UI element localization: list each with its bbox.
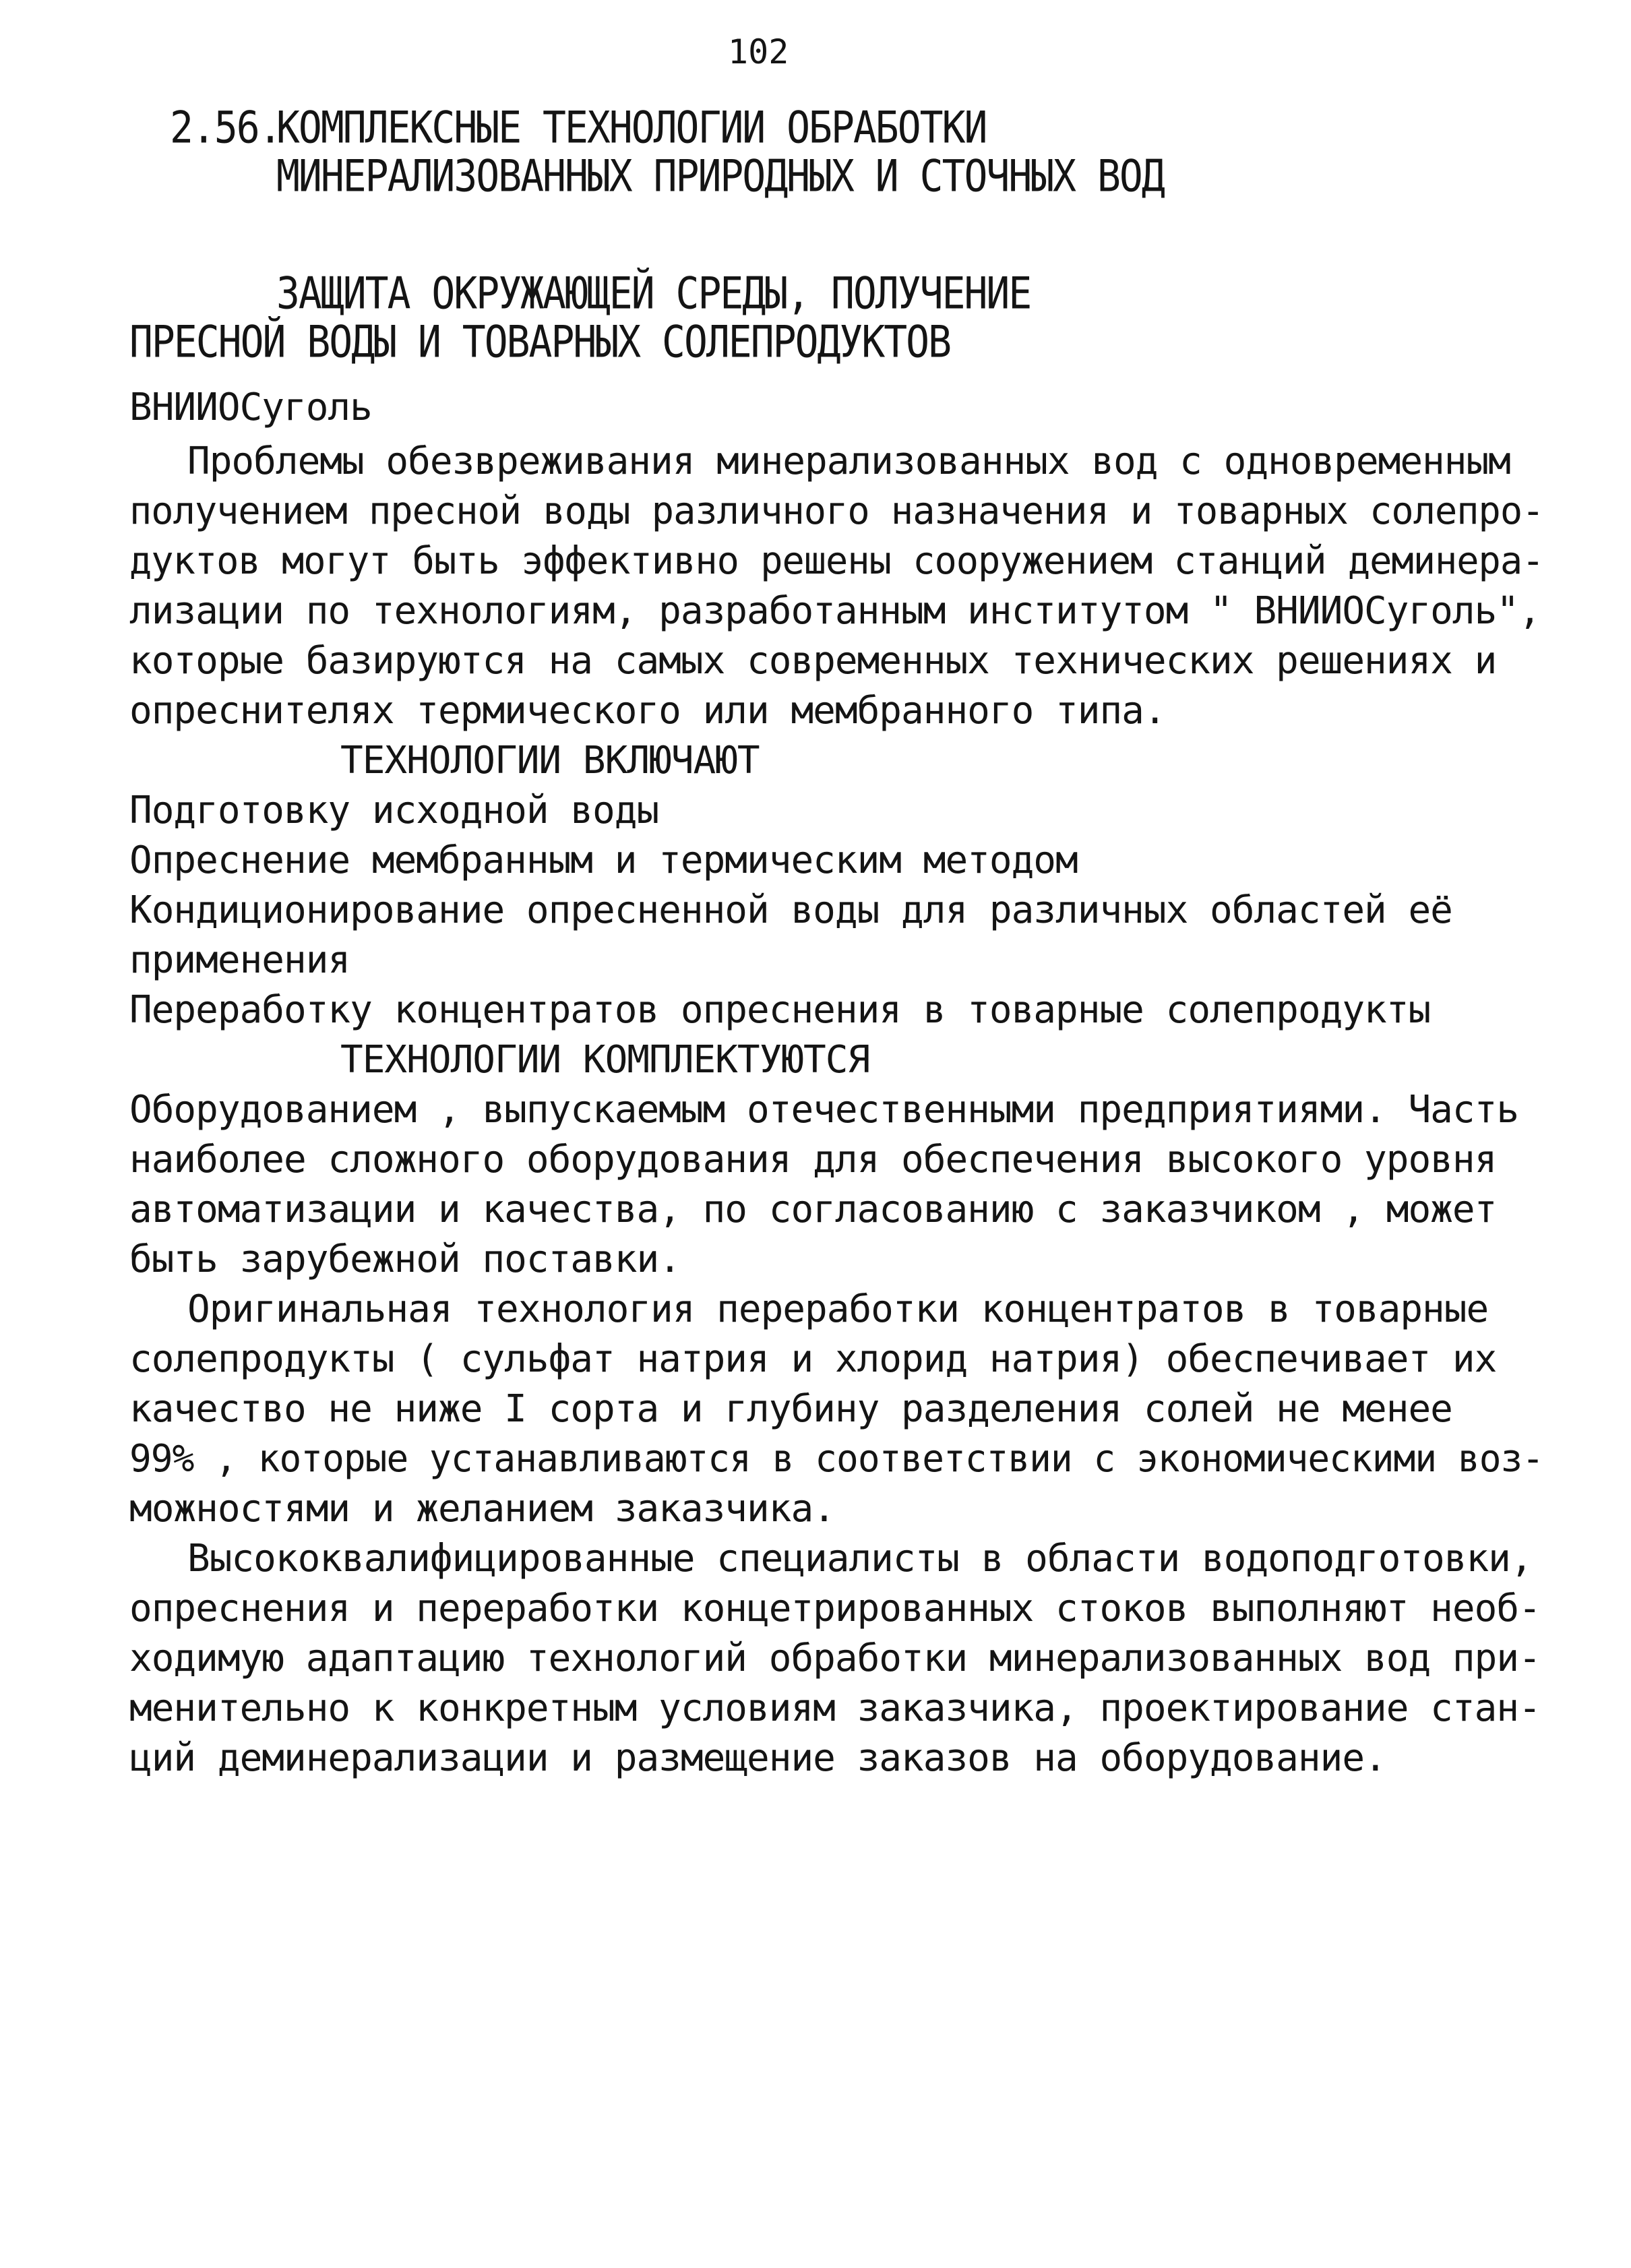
paragraph-line: наиболее сложного оборудования для обеспечения высокого уровня [129, 1138, 1497, 1182]
tech-includes-item: применения [129, 938, 350, 982]
paragraph-line: быть зарубежной поставки. [129, 1237, 681, 1281]
paragraph-line: опреснения и переработки концетрированных стоков выполняют необ- [129, 1587, 1541, 1630]
paragraph-line: Высококвалифицированные специалисты в области водоподготовки, [187, 1537, 1533, 1581]
tech-includes-item: Подготовку исходной воды [129, 789, 659, 832]
paragraph-line: качество не ниже I сорта и глубину разделения солей не менее [129, 1387, 1452, 1431]
paragraph-line: лизации по технологиям, разработанным институтом " ВНИИОСуголь", [129, 589, 1541, 633]
section-title-line-2: МИНЕРАЛИЗОВАННЫХ ПРИРОДНЫХ И СТОЧНЫХ ВОД [276, 150, 1164, 202]
organization-name: ВНИИОСуголь [129, 386, 372, 429]
page-number: 102 [728, 32, 789, 71]
tech-includes-item: Кондиционирование опресненной воды для различных областей её [129, 888, 1452, 932]
subtitle-line-1: ЗАЩИТА ОКРУЖАЮЩЕЙ СРЕДЫ, ПОЛУЧЕНИЕ [276, 268, 1031, 319]
paragraph-line: Оригинальная технология переработки концентратов в товарные [187, 1287, 1489, 1331]
paragraph-line: менительно к конкретным условиям заказчика, проектирование стан- [129, 1686, 1541, 1730]
tech-includes-heading: ТЕХНОЛОГИИ ВКЛЮЧАЮТ [340, 739, 760, 783]
paragraph-line: 99% , которые устанавливаются в соответствии с экономическими воз- [129, 1437, 1544, 1481]
section-title-line-1: КОМПЛЕКСНЫЕ ТЕХНОЛОГИИ ОБРАБОТКИ [276, 102, 987, 154]
paragraph-line: опреснителях термического или мембранного типа. [129, 689, 1166, 733]
paragraph-line: можностями и желанием заказчика. [129, 1487, 835, 1531]
paragraph-line: дуктов могут быть эффективно решены сооружением станций деминера- [129, 539, 1544, 583]
subtitle-line-2: ПРЕСНОЙ ВОДЫ И ТОВАРНЫХ СОЛЕПРОДУКТОВ [129, 316, 951, 368]
paragraph-line: солепродукты ( сульфат натрия и хлорид натрия) обеспечивает их [129, 1337, 1497, 1381]
paragraph-line: ходимую адаптацию технологий обработки минерализованных вод при- [129, 1636, 1541, 1680]
paragraph-line: Проблемы обезвреживания минерализованных вод с одновременным [187, 439, 1510, 483]
paragraph-line: автоматизации и качества, по согласованию с заказчиком , может [129, 1188, 1497, 1231]
tech-includes-item: Переработку концентратов опреснения в товарные солепродукты [129, 988, 1431, 1032]
paragraph-line: которые базируются на самых современных технических решениях и [129, 639, 1497, 683]
paragraph-line: получением пресной воды различного назначения и товарных солепро- [129, 489, 1544, 533]
paragraph-line: Оборудованием , выпускаемым отечественными предприятиями. Часть [129, 1088, 1519, 1132]
tech-includes-item: Опреснение мембранным и термическим методом [129, 838, 1078, 882]
paragraph-line: ций деминерализации и размещение заказов на оборудование. [129, 1736, 1386, 1780]
tech-equipped-heading: ТЕХНОЛОГИИ КОМПЛЕКТУЮТСЯ [340, 1038, 870, 1082]
section-number: 2.56. [170, 102, 281, 154]
